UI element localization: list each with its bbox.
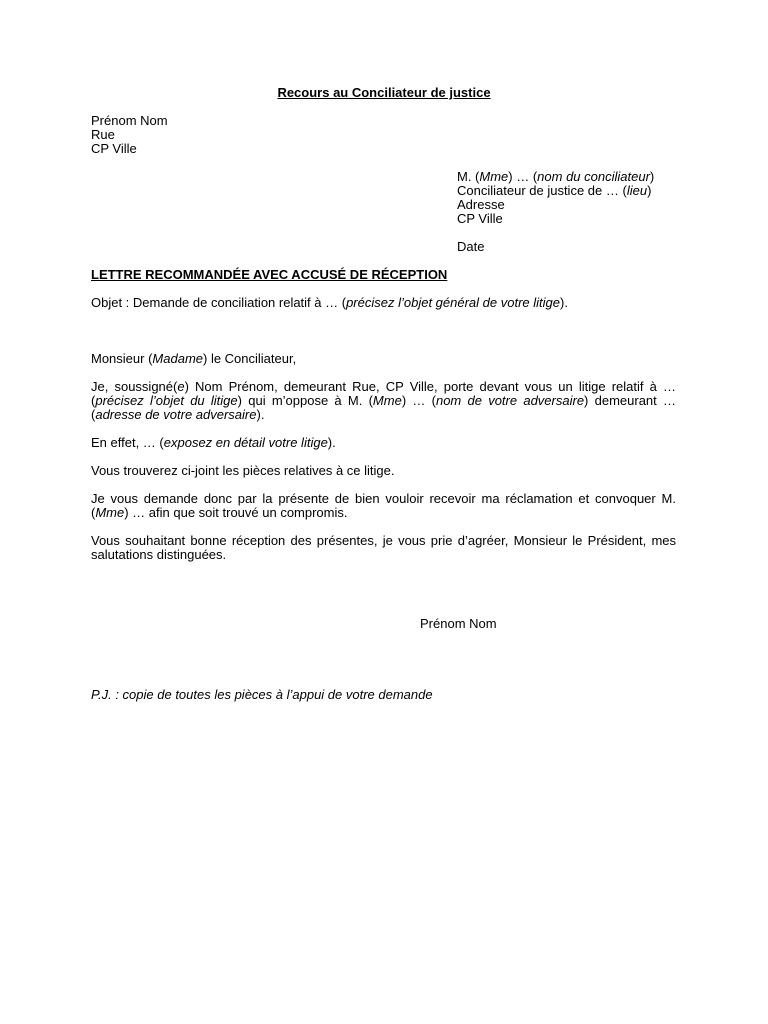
recipient-city: CP Ville <box>457 211 503 226</box>
recipient-address: Adresse <box>457 197 505 212</box>
recipient-block <box>457 170 654 226</box>
recipient-name-line: M. (Mme) … (nom du conciliateur) <box>457 169 655 184</box>
salutation: Monsieur (Madame) le Conciliateur, <box>91 351 297 366</box>
subject-line: Objet : Demande de conciliation relatif à … (précisez l’objet général de votre litige). <box>91 295 568 310</box>
signature: Prénom Nom <box>420 616 497 631</box>
letter-date: Date <box>457 239 485 254</box>
sender-city: CP Ville <box>91 141 137 156</box>
recipient-title-line: Conciliateur de justice de … (lieu) <box>457 183 652 198</box>
paragraph-details: En effet, … (exposez en détail votre litige). <box>91 435 336 450</box>
sender-name: Prénom Nom <box>91 113 168 128</box>
paragraph-closing: Vous souhaitant bonne réception des présentes, je vous prie d’agréer, Monsieur le Président, mes salutations distinguées. <box>91 533 676 562</box>
paragraph-dispute: Je, soussigné(e) Nom Prénom, demeurant Rue, CP Ville, porte devant vous un litige relatif à … (précisez l’objet du litige) qui m’oppose à M. (Mme) … (nom de votre adversaire) demeurant … (adresse de votre adversaire). <box>91 379 677 422</box>
paragraph-request: Je vous demande donc par la présente de bien vouloir recevoir ma réclamation et convoquer M. (Mme) … afin que soit trouvé un compromis. <box>91 491 676 520</box>
registered-mail-heading: LETTRE RECOMMANDÉE AVEC ACCUSÉ DE RÉCEPTION <box>91 267 448 282</box>
attachments-note: P.J. : copie de toutes les pièces à l’appui de votre demande <box>91 687 433 702</box>
document-title: Recours au Conciliateur de justice <box>277 85 491 100</box>
paragraph-attachments: Vous trouverez ci-joint les pièces relatives à ce litige. <box>91 463 395 478</box>
sender-block <box>91 114 168 156</box>
sender-street: Rue <box>91 127 115 142</box>
